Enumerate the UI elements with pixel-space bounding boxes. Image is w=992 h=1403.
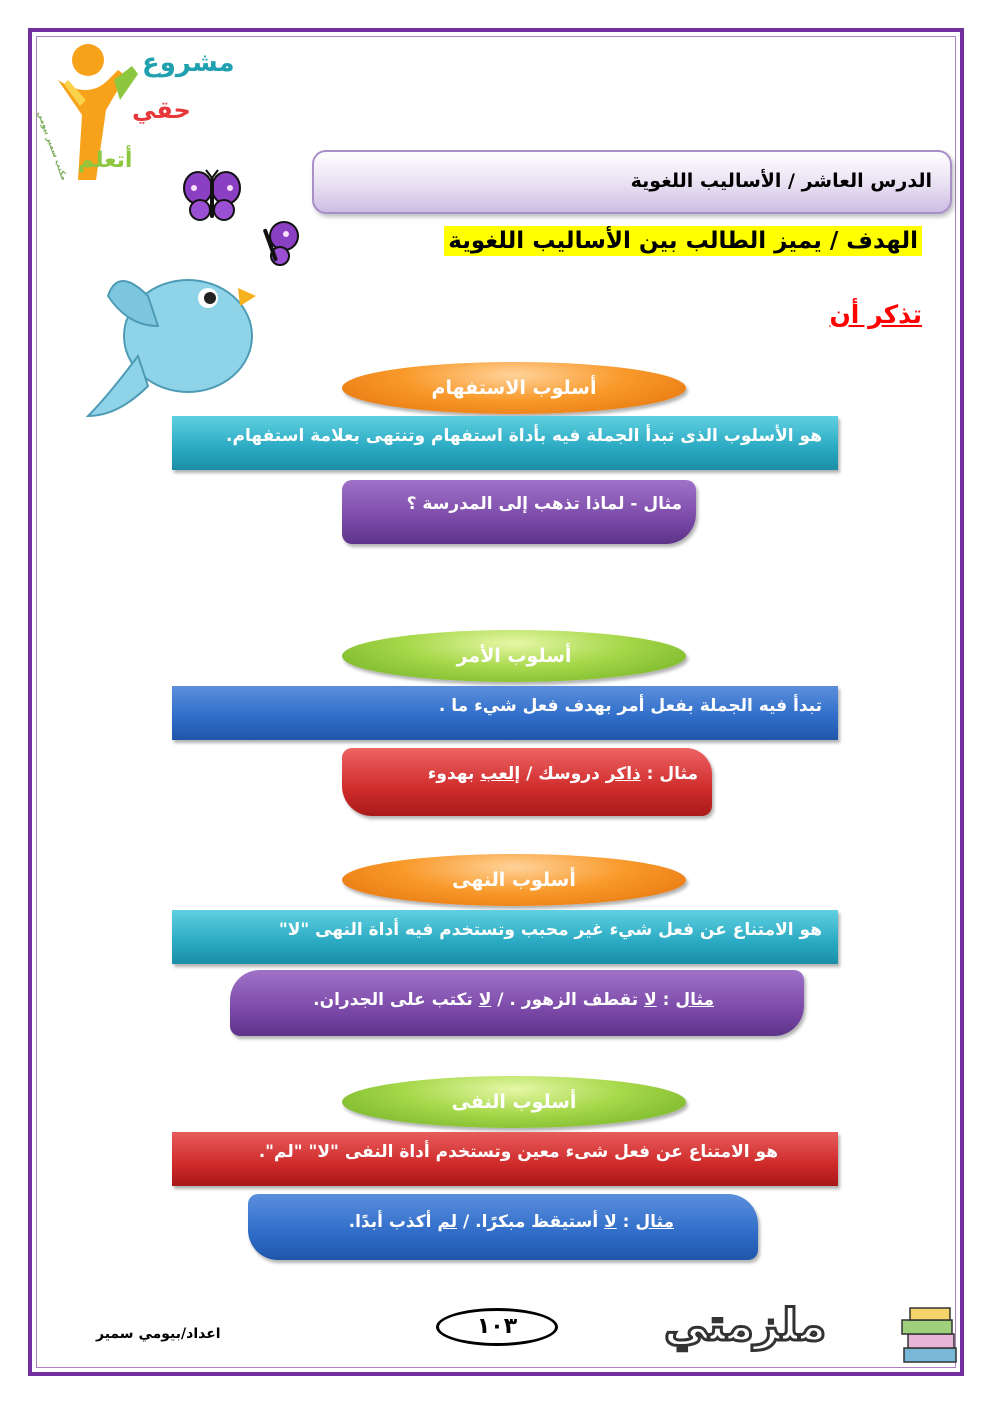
example-imperative bbox=[342, 748, 712, 816]
section-heading-interrogative: أسلوب الاستفهام bbox=[342, 362, 686, 414]
bird-icon bbox=[78, 256, 258, 436]
example-prohibition-label: مثال bbox=[675, 990, 714, 1010]
logo-line1: مشروع bbox=[142, 48, 235, 78]
definition-prohibition: هو الامتناع عن فعل شيء غير محبب وتستخدم فيه أداة النهى "لا" bbox=[172, 910, 838, 964]
example-negation-word1: لا bbox=[604, 1212, 617, 1232]
definition-interrogative: هو الأسلوب الذى تبدأ الجملة فيه بأداة استفهام وتنتهى بعلامة استفهام. bbox=[172, 416, 838, 470]
example-negation-end: أكذب أبدًا. bbox=[348, 1212, 438, 1232]
example-imperative-end: بهدوء bbox=[427, 764, 481, 784]
example-imperative-mid: دروسك / bbox=[520, 764, 606, 784]
definition-negation: هو الامتناع عن فعل شىء معين وتستخدم أداة النفى "لا" "لم". bbox=[172, 1132, 838, 1186]
logo-tagline: مكتب سمير بيومي bbox=[35, 110, 69, 182]
lesson-title: الدرس العاشر / الأساليب اللغوية bbox=[630, 170, 932, 192]
watermark-text: ملزمتي bbox=[664, 1300, 827, 1351]
books-icon bbox=[900, 1304, 960, 1368]
example-negation bbox=[248, 1194, 758, 1260]
example-prohibition bbox=[230, 970, 804, 1036]
example-negation-label: مثال bbox=[635, 1212, 674, 1232]
example-negation-sep: : bbox=[616, 1212, 636, 1232]
example-prohibition-sep: : bbox=[656, 990, 676, 1010]
author-credit: اعداد/بيومي سمير bbox=[96, 1326, 221, 1342]
remember-heading: تذكر أن bbox=[829, 300, 922, 329]
example-prohibition-word1: لا bbox=[644, 990, 657, 1010]
example-imperative-word1: ذاكر bbox=[605, 764, 641, 784]
butterfly-icon bbox=[256, 214, 304, 270]
example-interrogative: مثال - لماذا تذهب إلى المدرسة ؟ bbox=[342, 480, 696, 544]
watermark-logo bbox=[664, 1300, 964, 1372]
example-prohibition-word2: لا bbox=[478, 990, 492, 1010]
section-heading-imperative: أسلوب الأمر bbox=[342, 630, 686, 682]
example-prohibition-mid: تقطف الزهور . / bbox=[491, 990, 645, 1010]
example-imperative-word2: إلعب bbox=[480, 764, 521, 784]
lesson-goal: الهدف / يميز الطالب بين الأساليب اللغوية bbox=[444, 226, 922, 256]
example-imperative-prefix: مثال : bbox=[640, 764, 698, 784]
lesson-title-box bbox=[312, 150, 952, 214]
definition-imperative: تبدأ فيه الجملة بفعل أمر بهدف فعل شيء ما . bbox=[172, 686, 838, 740]
example-prohibition-end: تكتب على الجدران. bbox=[313, 990, 479, 1010]
example-negation-word2: لم bbox=[437, 1212, 458, 1232]
butterfly-icon bbox=[180, 168, 244, 224]
logo-line3: أتعلم bbox=[78, 148, 133, 173]
page-number: ١٠٣ bbox=[436, 1308, 558, 1346]
section-heading-prohibition: أسلوب النهى bbox=[342, 854, 686, 906]
section-heading-negation: أسلوب النفى bbox=[342, 1076, 686, 1128]
logo-line2: حقي bbox=[132, 96, 191, 124]
example-negation-mid: أستيقظ مبكرًا. / bbox=[457, 1212, 605, 1232]
